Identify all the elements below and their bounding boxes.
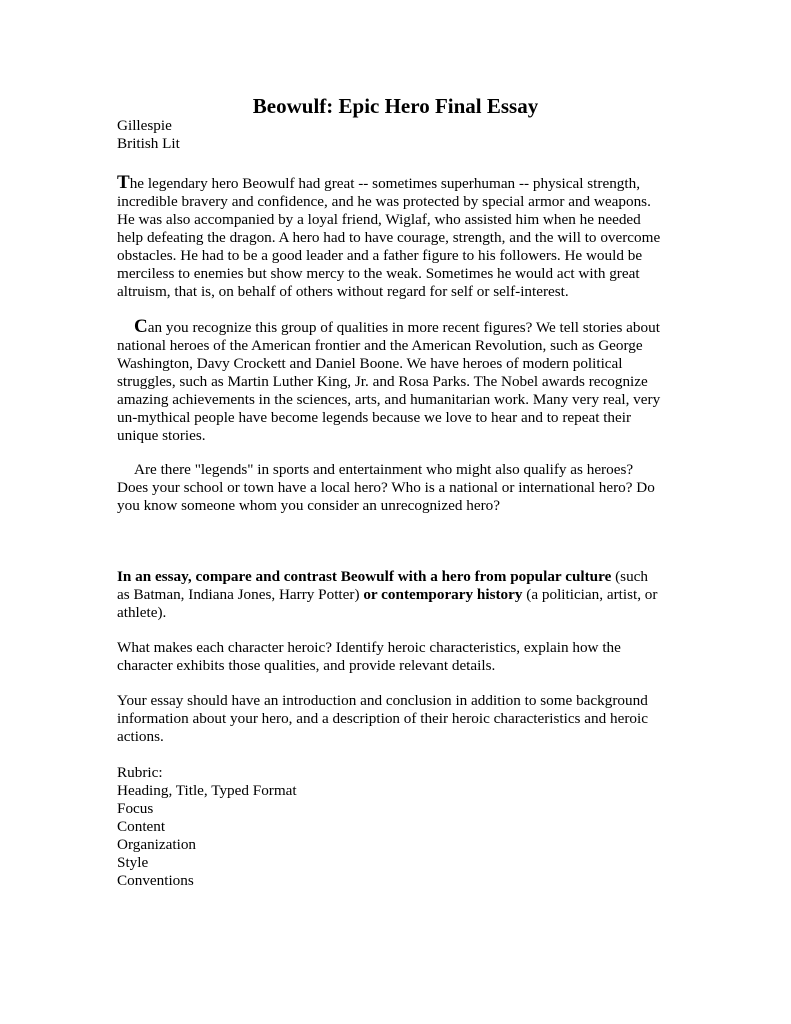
paragraph-line: Your essay should have an introduction and conclusion in addition to some background xyxy=(117,692,648,709)
paragraph-line: In an essay, compare and contrast Beowulf with a hero from popular culture (such xyxy=(117,568,649,585)
paragraph-line: Can you recognize this group of qualities in more recent figures? We tell stories about xyxy=(134,316,660,337)
essay-requirements-paragraph xyxy=(117,692,677,746)
legends-paragraph xyxy=(117,461,677,515)
drop-cap: T xyxy=(117,172,130,193)
document-title: Beowulf: Epic Hero Final Essay xyxy=(252,94,539,118)
paragraph-line: Washington, Davy Crockett and Daniel Boone. We have heroes of modern political xyxy=(117,355,623,372)
paragraph-line: incredible bravery and confidence, and he was protected by special armor and weapons. xyxy=(117,193,651,210)
paragraph-line: The legendary hero Beowulf had great -- sometimes superhuman -- physical strength, xyxy=(117,172,640,193)
paragraph-line: unique stories. xyxy=(117,427,206,444)
rubric-item: Content xyxy=(117,818,166,835)
assignment-prompt-bold: In an essay, compare and contrast Beowulf with a hero from popular culture xyxy=(117,568,612,585)
rubric-item: Conventions xyxy=(117,872,194,889)
rubric-item: Organization xyxy=(117,836,197,853)
assignment-paragraph xyxy=(117,568,677,622)
rubric-item: Style xyxy=(117,854,149,871)
paragraph-line: you know someone whom you consider an unrecognized hero? xyxy=(117,497,500,514)
paragraph-line: information about your hero, and a description of their heroic characteristics and heroic xyxy=(117,710,648,727)
paragraph-line: obstacles. He had to be a good leader and a father figure to his followers. He would be xyxy=(117,247,643,264)
rubric-item: Focus xyxy=(117,800,154,817)
heroic-question-paragraph xyxy=(117,639,677,675)
paragraph-line: national heroes of the American frontier and the American Revolution, such as George xyxy=(117,337,643,354)
recent-figures-paragraph xyxy=(117,318,677,445)
drop-cap: C xyxy=(134,316,148,337)
paragraph-line: help defeating the dragon. A hero had to have courage, strength, and the will to overcome xyxy=(117,229,661,246)
paragraph-line: athlete). xyxy=(117,604,167,621)
paragraph-line: Does your school or town have a local hero? Who is a national or international hero? Do xyxy=(117,479,655,496)
paragraph-line: Are there "legends" in sports and entertainment who might also qualify as heroes? xyxy=(134,461,634,478)
rubric-list xyxy=(117,764,677,890)
course-name: British Lit xyxy=(117,135,180,152)
paragraph-line: actions. xyxy=(117,728,164,745)
paragraph-line: merciless to enemies but show mercy to the weak. Sometimes he would act with great xyxy=(117,265,640,282)
paragraph-line: as Batman, Indiana Jones, Harry Potter) or contemporary history (a politician, artist, or xyxy=(117,586,658,603)
paragraph-line: What makes each character heroic? Identify heroic characteristics, explain how the xyxy=(117,639,621,656)
paragraph-line: character exhibits those qualities, and provide relevant details. xyxy=(117,657,496,674)
assignment-history-bold: or contemporary history xyxy=(363,586,523,603)
paragraph-line: amazing achievements in the sciences, arts, and humanitarian work. Many very real, very xyxy=(117,391,661,408)
paragraph-line: He was also accompanied by a loyal friend, Wiglaf, who assisted him when he needed xyxy=(117,211,641,228)
rubric-heading: Rubric: xyxy=(117,764,163,781)
paragraph-line: altruism, that is, on behalf of others without regard for self or self-interest. xyxy=(117,283,569,300)
paragraph-line: un-mythical people have become legends because we love to hear and to repeat their xyxy=(117,409,632,426)
author-name: Gillespie xyxy=(117,117,172,134)
rubric-item: Heading, Title, Typed Format xyxy=(117,782,297,799)
paragraph-line: struggles, such as Martin Luther King, Jr. and Rosa Parks. The Nobel awards recognize xyxy=(117,373,648,390)
intro-paragraph xyxy=(117,174,677,301)
